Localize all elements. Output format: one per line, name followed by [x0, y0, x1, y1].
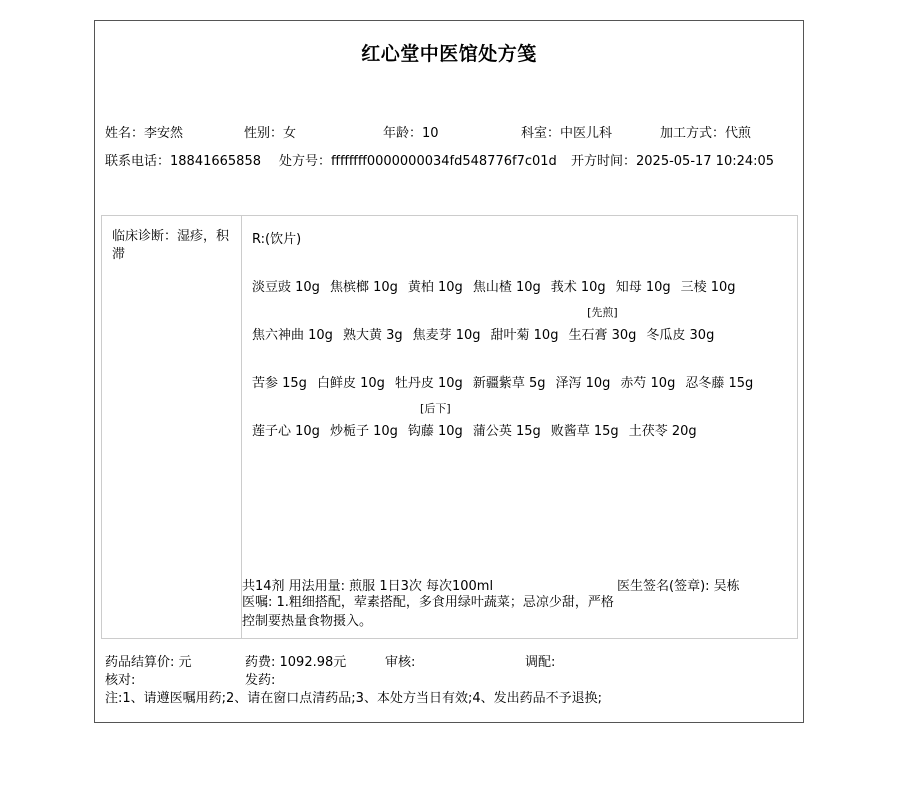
herb-item: 赤芍 10g [620, 376, 676, 391]
herb-row-1 [252, 276, 746, 295]
herb-item: 淡豆豉 10g [252, 280, 320, 295]
prescription-time: 开方时间：2025-05-17 10:24:05 [571, 154, 775, 169]
herb-item: 土茯苓 20g [628, 424, 697, 439]
herb-item: 新疆紫草 5g [472, 376, 546, 391]
patient-age: 年龄：10 [383, 126, 439, 141]
check-field: 核对: [105, 673, 136, 688]
herb-item: 泽泻 10g [555, 376, 611, 391]
drug-fee: 药费: 1092.98元 [245, 655, 347, 670]
herb-item: 焦槟榔 10g [329, 280, 398, 295]
patient-name: 姓名：李安然 [105, 126, 184, 141]
prescription-sheet [94, 20, 804, 723]
prescription-number: 处方号：ffffffff0000000034fd548776f7c01d [279, 154, 557, 169]
herb-item: 蒲公英 15g [472, 424, 541, 439]
dispense-field: 调配: [525, 655, 556, 670]
phone: 联系电话：18841665858 [105, 154, 261, 169]
herb-item: 苦参 15g [252, 376, 307, 391]
herb-item: 生石膏 30g [先煎] [568, 306, 637, 343]
herb-item: 焦六神曲 10g [252, 328, 333, 343]
herb-item: 黄柏 10g [407, 280, 463, 295]
patient-gender: 性别：女 [244, 126, 297, 141]
clinical-diagnosis: 临床诊断：湿疹，积滞 [112, 229, 230, 262]
herb-item: 焦麦芽 10g [412, 328, 481, 343]
herb-row-2 [252, 306, 724, 343]
herb-note: [先煎] [587, 306, 618, 319]
prescription-body [101, 215, 798, 639]
herb-item: 甜叶菊 10g [490, 328, 559, 343]
herb-item: 莪术 10g [550, 280, 606, 295]
settlement-price: 药品结算价: 元 [105, 655, 192, 670]
herb-item: 炒栀子 10g [329, 424, 398, 439]
herb-item: 莲子心 10g [252, 424, 320, 439]
herb-item: 三棱 10g [680, 280, 736, 295]
herb-item: 忍冬藤 15g [685, 376, 754, 391]
herb-item: 败酱草 15g [550, 424, 619, 439]
page-title: 红心堂中医馆处方笺 [361, 43, 537, 65]
issue-field: 发药: [245, 673, 276, 688]
doctor-signature: 医生签名(签章): 吴栋 [617, 579, 740, 594]
herb-item: 焦山楂 10g [472, 280, 541, 295]
herb-item: 白鲜皮 10g [316, 376, 385, 391]
department: 科室：中医儿科 [521, 126, 613, 141]
processing-method: 加工方式：代煎 [660, 126, 752, 141]
rx-label: R:(饮片) [252, 232, 302, 247]
medical-advice: 医嘱: 1.粗细搭配，荤素搭配，多食用绿叶蔬菜；忌凉少甜，严格控制要热量食物摄入。 [242, 595, 614, 629]
herb-item: 熟大黄 3g [342, 328, 403, 343]
dosage-instructions: 共14剂 用法用量: 煎服 1日3次 每次100ml [242, 579, 494, 594]
herb-row-3 [252, 372, 763, 391]
review-field: 审核: [385, 655, 416, 670]
herb-item: 知母 10g [615, 280, 671, 295]
herb-row-4 [252, 402, 707, 439]
herb-item: 钩藤 10g [后下] [407, 402, 463, 439]
herb-item: 牡丹皮 10g [394, 376, 463, 391]
herb-note: [后下] [420, 402, 451, 415]
footer-notes: 注:1、请遵医嘱用药;2、请在窗口点清药品;3、本处方当日有效;4、发出药品不予退换; [105, 691, 602, 706]
herb-item: 冬瓜皮 30g [646, 328, 715, 343]
